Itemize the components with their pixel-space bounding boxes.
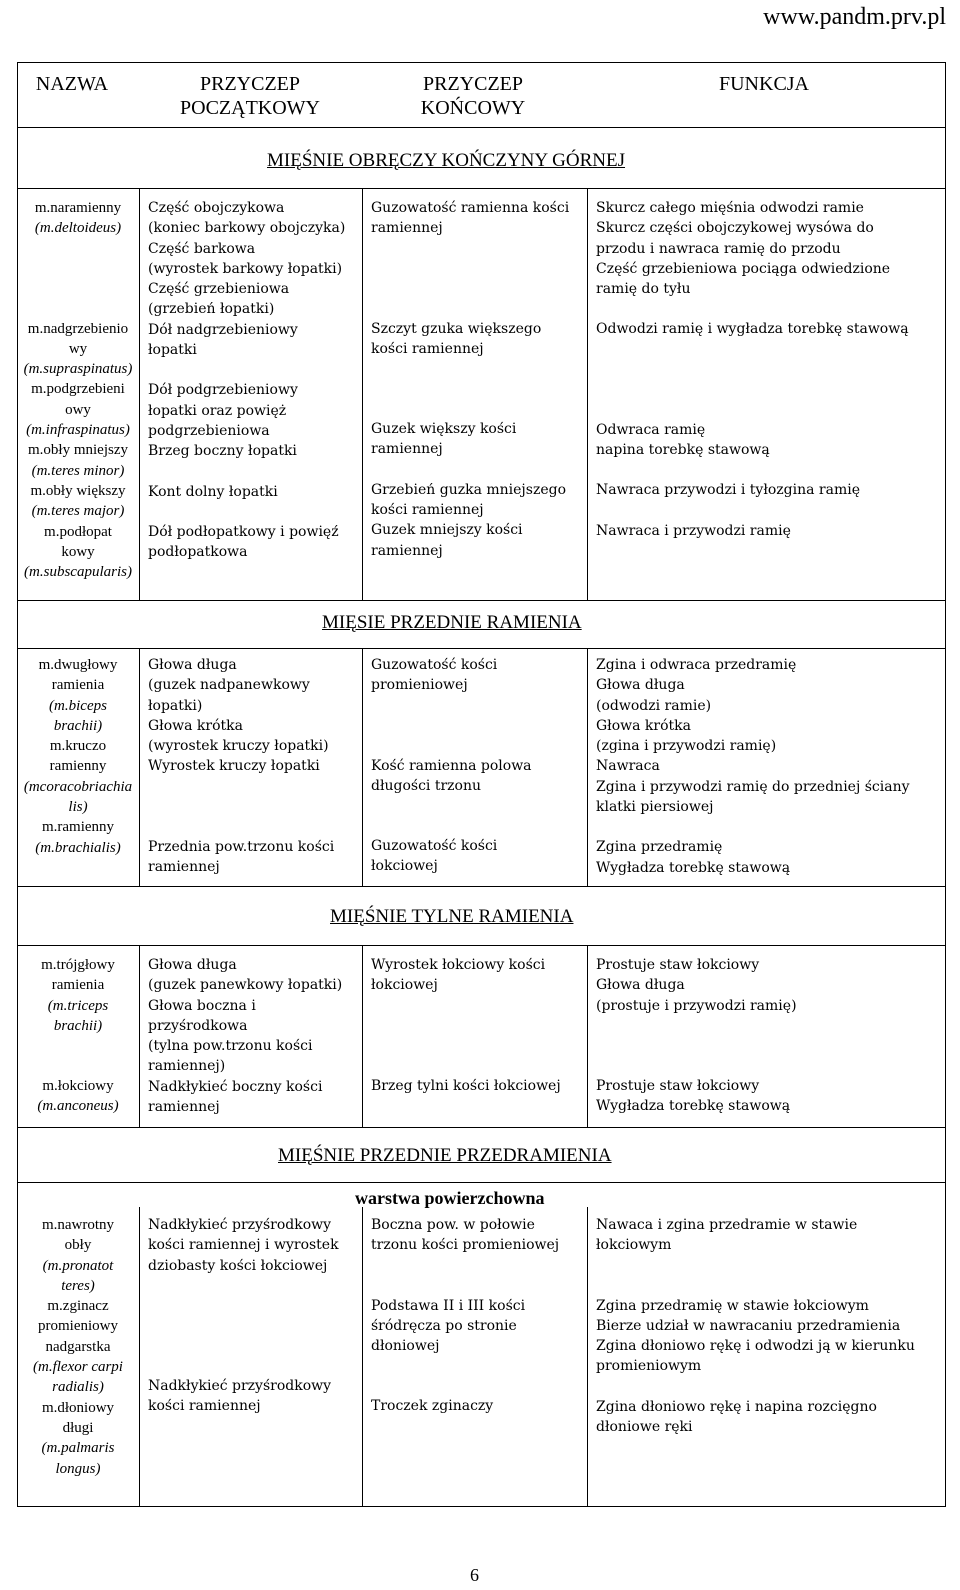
section-title-anterior-forearm: MIĘŚNIE PRZEDNIE PRZEDRAMIENIA bbox=[278, 1145, 612, 1166]
latin-name: longus) bbox=[55, 1460, 101, 1477]
origin-line: Część barkowa bbox=[148, 240, 256, 257]
subsection-title-superficial-layer: warstwa powierzchowna bbox=[355, 1188, 545, 1208]
insertion-line: Szczyt gzuka większego bbox=[371, 320, 542, 337]
origin-line: Część obojczykowa bbox=[148, 200, 285, 216]
s2-insertion-cell bbox=[371, 655, 585, 877]
muscle-name: m.dłoniowy bbox=[41, 1399, 115, 1416]
insertion-line: Brzeg tylni kości łokciowej bbox=[371, 1077, 561, 1094]
insertion-line: Kość ramienna polowa bbox=[371, 757, 532, 774]
origin-line: ramiennej bbox=[148, 859, 220, 876]
origin-line bbox=[148, 1356, 360, 1376]
insertion-line: Wyrostek łokciowy kości bbox=[371, 957, 546, 973]
muscle-name: m.ramienny bbox=[41, 819, 115, 836]
muscle-name: ramienny bbox=[49, 758, 107, 775]
muscle-name: m.podgrzebieni bbox=[31, 381, 125, 398]
insertion-line bbox=[371, 1356, 585, 1376]
function-line: Wygładza torebkę stawową bbox=[596, 1098, 791, 1115]
origin-line: Brzeg boczny łopatki bbox=[148, 443, 297, 460]
origin-line: przyśrodkowa bbox=[148, 1017, 248, 1034]
latin-name: (mcoracobriachia bbox=[23, 778, 133, 795]
function-line: Wygładza torebkę stawową bbox=[596, 859, 791, 876]
origin-line: (guzek panewkowy łopatki) bbox=[148, 977, 343, 994]
latin-name: (m.subscapularis) bbox=[24, 564, 132, 581]
muscle-name: wy bbox=[68, 340, 88, 357]
origin-line: Nadkłykieć przyśrodkowy bbox=[148, 1217, 332, 1233]
s4-function-cell bbox=[596, 1215, 944, 1437]
insertion-line: śródręcza po stronie bbox=[371, 1317, 517, 1334]
muscle-name: promieniowy bbox=[38, 1318, 118, 1335]
insertion-line: Guzowatość kości bbox=[371, 838, 498, 855]
origin-line: Dół nadgrzebieniowy bbox=[148, 321, 298, 338]
latin-name: (m.anconeus) bbox=[37, 1098, 119, 1115]
origin-line: ramiennej bbox=[148, 1099, 220, 1116]
function-line: dłoniowe ręki bbox=[596, 1419, 693, 1436]
insertion-line bbox=[371, 796, 585, 816]
origin-line bbox=[148, 797, 360, 817]
section-divider bbox=[17, 600, 946, 601]
origin-line: Część grzebieniowa bbox=[148, 281, 290, 298]
s3-function-cell bbox=[596, 955, 944, 1116]
origin-line: Dół podgrzebieniowy bbox=[148, 382, 298, 399]
muscle-name: długi bbox=[62, 1419, 94, 1436]
origin-line: Głowa długa bbox=[148, 657, 237, 673]
column-divider bbox=[362, 1207, 363, 1506]
insertion-line bbox=[371, 736, 585, 756]
column-divider bbox=[587, 945, 588, 1127]
latin-name: (m.brachialis) bbox=[35, 839, 121, 856]
function-line bbox=[596, 400, 944, 420]
function-line: Zgina dłoniowo rękę i odwodzi ją w kierunku bbox=[596, 1338, 915, 1355]
origin-line: łopatki) bbox=[148, 697, 203, 714]
s3-names-cell bbox=[17, 955, 139, 1117]
function-line bbox=[596, 1016, 944, 1036]
insertion-line: łokciowej bbox=[371, 858, 438, 875]
origin-line: Nadkłykieć boczny kości bbox=[148, 1078, 323, 1095]
muscle-name: owy bbox=[65, 401, 91, 418]
s4-names-cell bbox=[17, 1215, 139, 1479]
function-line bbox=[596, 1377, 944, 1397]
latin-name: (m.flexor carpi bbox=[33, 1359, 123, 1376]
insertion-line bbox=[371, 279, 585, 299]
origin-line: Głowa krótka bbox=[148, 717, 243, 734]
function-line: Głowa długa bbox=[596, 977, 685, 994]
function-line: Nawraca przywodzi i tyłozgina ramię bbox=[596, 482, 861, 499]
muscle-name: m.łokciowy bbox=[42, 1078, 114, 1095]
origin-line: kości ramiennej i wyrostek bbox=[148, 1237, 339, 1254]
latin-name: brachii) bbox=[53, 1017, 103, 1034]
latin-name: (m.teres major) bbox=[31, 503, 125, 520]
origin-line: podłopatkowa bbox=[148, 544, 248, 561]
muscle-name: nadgarstka bbox=[45, 1338, 111, 1355]
section-divider bbox=[17, 648, 946, 649]
insertion-line: Boczna pow. w połowie bbox=[371, 1217, 535, 1233]
origin-line bbox=[148, 360, 360, 380]
section-divider bbox=[17, 1182, 946, 1183]
origin-line: ramiennej) bbox=[148, 1058, 226, 1075]
muscle-name bbox=[17, 1036, 139, 1056]
header-function: FUNKCJA bbox=[718, 73, 810, 95]
function-line: Część grzebieniowa pociąga odwiedzione bbox=[596, 260, 891, 277]
section-divider bbox=[17, 188, 946, 189]
insertion-line: Podstawa II i III kości bbox=[371, 1297, 526, 1314]
function-line bbox=[596, 380, 944, 400]
latin-name: brachii) bbox=[53, 717, 103, 734]
function-line: Nawaca i zgina przedramie w stawie bbox=[596, 1217, 858, 1233]
latin-name: radialis) bbox=[52, 1379, 104, 1396]
function-line: Zgina i odwraca przedramię bbox=[596, 657, 797, 673]
latin-name: (m.biceps bbox=[49, 697, 107, 714]
function-line: ramię do tyłu bbox=[596, 281, 691, 298]
s1-insertion-cell bbox=[371, 198, 585, 561]
header-origin: PRZYCZEP POCZĄTKOWY bbox=[180, 73, 320, 119]
origin-line: Nadkłykieć przyśrodkowy bbox=[148, 1377, 332, 1394]
insertion-line bbox=[371, 379, 585, 399]
origin-line bbox=[148, 817, 360, 837]
muscle-name bbox=[17, 1056, 139, 1076]
origin-line: podgrzebieniowa bbox=[148, 422, 270, 439]
insertion-line bbox=[371, 460, 585, 480]
s3-insertion-cell bbox=[371, 955, 585, 1096]
insertion-line: Grzebień guzka mniejszego bbox=[371, 481, 566, 498]
insertion-line bbox=[371, 716, 585, 736]
insertion-line bbox=[371, 299, 585, 319]
function-line: Skurcz całego mięśnia odwodzi ramie bbox=[596, 200, 864, 216]
column-divider bbox=[362, 188, 363, 600]
insertion-line: Guzek mniejszy kości bbox=[371, 522, 523, 539]
function-line: Prostuje staw łokciowy bbox=[596, 1077, 760, 1094]
origin-line: Głowa boczna i bbox=[148, 997, 256, 1014]
origin-line bbox=[148, 462, 360, 482]
origin-line bbox=[148, 502, 360, 522]
s2-names-cell bbox=[17, 655, 139, 858]
column-divider bbox=[362, 945, 363, 1127]
insertion-line: ramiennej bbox=[371, 220, 443, 237]
section-divider bbox=[17, 1127, 946, 1128]
insertion-line: ramiennej bbox=[371, 441, 443, 458]
function-line: (zgina i przywodzi ramię) bbox=[596, 738, 777, 755]
function-line bbox=[596, 817, 944, 837]
insertion-line bbox=[371, 1276, 585, 1296]
column-divider bbox=[587, 188, 588, 600]
origin-line: (wyrostek kruczy łopatki) bbox=[148, 738, 329, 755]
muscle-name: ramienia bbox=[51, 977, 105, 994]
insertion-line: Guzek większy kości bbox=[371, 421, 517, 438]
column-divider bbox=[587, 648, 588, 886]
muscle-name: m.dwugłowy bbox=[38, 657, 118, 673]
function-line: przodu i nawraca ramię do przodu bbox=[596, 240, 841, 257]
insertion-line bbox=[371, 816, 585, 836]
origin-line: (wyrostek barkowy łopatki) bbox=[148, 260, 343, 277]
muscle-name: m.podłopat bbox=[44, 523, 112, 540]
insertion-line: łokciowej bbox=[371, 977, 438, 994]
function-line: Zgina i przywodzi ramię do przedniej ściany bbox=[596, 778, 910, 795]
function-line: promieniowym bbox=[596, 1358, 702, 1375]
function-line bbox=[596, 360, 944, 380]
insertion-line: długości trzonu bbox=[371, 777, 482, 794]
origin-line bbox=[148, 1336, 360, 1356]
s2-function-cell bbox=[596, 655, 944, 878]
function-line bbox=[596, 460, 944, 480]
insertion-line: kości ramiennej bbox=[371, 340, 484, 357]
origin-line: kości ramiennej bbox=[148, 1398, 261, 1415]
origin-line: (tylna pow.trzonu kości bbox=[148, 1038, 313, 1055]
insertion-line bbox=[371, 1016, 585, 1036]
insertion-line bbox=[371, 359, 585, 379]
function-line: Skurcz części obojczykowej wysówa do bbox=[596, 220, 874, 237]
latin-name: (m.triceps bbox=[47, 997, 109, 1014]
function-line: (prostuje i przywodzi ramię) bbox=[596, 997, 797, 1014]
column-divider bbox=[139, 945, 140, 1127]
function-line bbox=[596, 1056, 944, 1076]
function-line: Zgina przedramię w stawie łokciowym bbox=[596, 1297, 869, 1314]
latin-name: (m.supraspinatus) bbox=[23, 361, 133, 378]
function-line: Odwodzi ramię i wygładza torebkę stawową bbox=[596, 321, 909, 338]
muscle-name: m.obły większy bbox=[30, 482, 126, 499]
muscle-name: obły bbox=[64, 1237, 92, 1254]
origin-line: (guzek nadpanewkowy bbox=[148, 677, 310, 694]
s4-origin-cell bbox=[148, 1215, 360, 1416]
section-divider bbox=[17, 886, 946, 887]
insertion-line bbox=[371, 1256, 585, 1276]
insertion-line bbox=[371, 996, 585, 1016]
function-line bbox=[596, 1256, 944, 1276]
function-line: (odwodzi ramie) bbox=[596, 697, 712, 714]
site-url: www.pandm.prv.pl bbox=[763, 4, 946, 30]
s4-insertion-cell bbox=[371, 1215, 585, 1417]
muscle-name: kowy bbox=[61, 543, 95, 560]
origin-line bbox=[148, 777, 360, 797]
function-line bbox=[596, 1276, 944, 1296]
function-line: łokciowym bbox=[596, 1237, 672, 1254]
s2-origin-cell bbox=[148, 655, 360, 877]
muscle-name: m.zginacz bbox=[47, 1298, 109, 1315]
origin-line: (koniec barkowy obojczyka) bbox=[148, 220, 346, 237]
muscle-name: ramienia bbox=[51, 677, 105, 694]
insertion-line bbox=[371, 1056, 585, 1076]
insertion-line: trzonu kości promieniowej bbox=[371, 1237, 560, 1254]
insertion-line: Guzowatość kości bbox=[371, 657, 498, 673]
latin-name: teres) bbox=[61, 1277, 95, 1294]
section-title-posterior-arm: MIĘŚNIE TYLNE RAMIENIA bbox=[330, 906, 574, 927]
column-divider bbox=[587, 1207, 588, 1506]
section-title-shoulder-girdle: MIĘŚNIE OBRĘCZY KOŃCZYNY GÓRNEJ bbox=[267, 150, 626, 171]
insertion-line bbox=[371, 696, 585, 716]
section-title-anterior-arm: MIĘSIE PRZEDNIE RAMIENIA bbox=[322, 612, 582, 633]
insertion-line bbox=[371, 1036, 585, 1056]
origin-line: Kont dolny łopatki bbox=[148, 483, 278, 500]
column-divider bbox=[139, 648, 140, 886]
origin-line: dziobasty kości łokciowej bbox=[148, 1257, 328, 1274]
function-line: Zgina dłoniowo rękę i napina rozcięgno bbox=[596, 1398, 877, 1415]
page-number: 6 bbox=[470, 1565, 479, 1585]
function-line: napina torebkę stawową bbox=[596, 442, 770, 459]
s1-origin-cell bbox=[148, 198, 360, 562]
s1-function-cell bbox=[596, 198, 944, 541]
origin-line: Przednia pow.trzonu kości bbox=[148, 838, 335, 855]
origin-line bbox=[148, 1276, 360, 1296]
function-line bbox=[596, 340, 944, 360]
header-insertion: PRZYCZEP KOŃCOWY bbox=[420, 73, 526, 119]
muscle-name: m.naramienny bbox=[34, 200, 122, 216]
muscle-name: m.obły mniejszy bbox=[28, 442, 128, 459]
column-divider bbox=[139, 188, 140, 600]
origin-line: (grzebień łopatki) bbox=[148, 301, 275, 318]
insertion-line bbox=[371, 239, 585, 259]
insertion-line bbox=[371, 1376, 585, 1396]
function-line: Nawraca i przywodzi ramię bbox=[596, 522, 791, 539]
function-line bbox=[596, 501, 944, 521]
muscle-name: m.kruczo bbox=[49, 738, 107, 755]
latin-name: (m.pronatot bbox=[42, 1257, 114, 1274]
origin-line: Wyrostek kruczy łopatki bbox=[148, 758, 320, 775]
function-line bbox=[596, 1036, 944, 1056]
insertion-line: kości ramiennej bbox=[371, 502, 484, 519]
origin-line: łopatki bbox=[148, 342, 197, 359]
origin-line bbox=[148, 1296, 360, 1316]
function-line: Odwraca ramię bbox=[596, 421, 706, 438]
function-line: Zgina przedramię bbox=[596, 839, 723, 856]
muscle-name: m.trójgłowy bbox=[41, 957, 115, 973]
insertion-line: dłoniowej bbox=[371, 1338, 440, 1355]
latin-name: (m.palmaris bbox=[41, 1440, 115, 1457]
function-line: Prostuje staw łokciowy bbox=[596, 957, 760, 973]
header-divider bbox=[17, 127, 946, 128]
s1-names-cell bbox=[17, 198, 139, 582]
insertion-line bbox=[371, 259, 585, 279]
function-line bbox=[596, 299, 944, 319]
origin-line bbox=[148, 1316, 360, 1336]
section-divider bbox=[17, 945, 946, 946]
origin-line: Dół podłopatkowy i powięź bbox=[148, 523, 339, 540]
insertion-line bbox=[371, 399, 585, 419]
latin-name: lis) bbox=[68, 799, 88, 816]
latin-name: (m.teres minor) bbox=[31, 462, 125, 479]
function-line: Głowa krótka bbox=[596, 717, 691, 734]
origin-line: łopatki oraz powięż bbox=[148, 402, 287, 419]
origin-line: Głowa długa bbox=[148, 957, 237, 973]
column-divider bbox=[362, 648, 363, 886]
function-line: Nawraca bbox=[596, 758, 660, 775]
column-divider bbox=[139, 1207, 140, 1506]
s3-origin-cell bbox=[148, 955, 360, 1117]
muscle-name: m.nadgrzebienio bbox=[27, 320, 129, 337]
muscle-name: m.nawrotny bbox=[41, 1217, 115, 1233]
insertion-line: Troczek zginaczy bbox=[371, 1398, 494, 1415]
function-line: Bierze udział w nawracaniu przedramienia bbox=[596, 1317, 901, 1334]
insertion-line: ramiennej bbox=[371, 542, 443, 559]
insertion-line: Guzowatość ramienna kości bbox=[371, 200, 570, 216]
latin-name: (m.infraspinatus) bbox=[26, 422, 130, 439]
function-line: Głowa długa bbox=[596, 677, 685, 694]
function-line: klatki piersiowej bbox=[596, 799, 714, 816]
header-name: NAZWA bbox=[35, 73, 109, 95]
latin-name: (m.deltoideus) bbox=[34, 220, 122, 237]
insertion-line: promieniowej bbox=[371, 677, 468, 694]
